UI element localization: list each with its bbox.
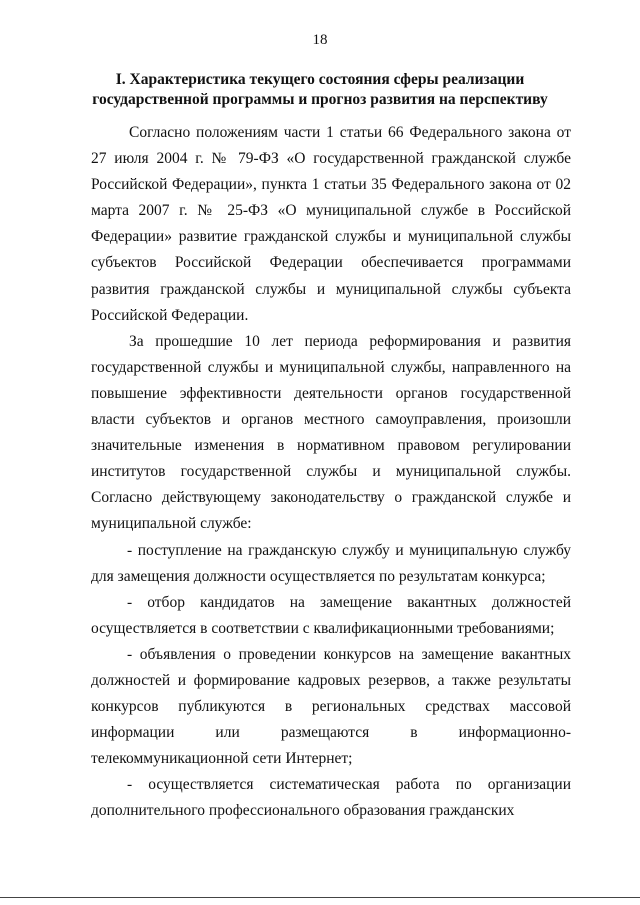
section-heading <box>85 70 555 110</box>
bullet-item-4: - осуществляется систематическая работа по организации дополнительного профессионального образования гражданских <box>91 776 571 820</box>
bullet-item-2: - отбор кандидатов на замещение вакантных должностей осуществляется в соответствии с квалификационными требованиями; <box>91 593 571 637</box>
section-heading-line-2: государственной программы и прогноз развития на перспективу <box>92 91 548 108</box>
bullet-item-1: - поступление на гражданскую службу и муниципальную службу для замещения должности осуществляется по результатам конкурса; <box>91 541 571 585</box>
bullet-item-3: - объявления о проведении конкурсов на замещение вакантных должностей и формирование кадровых резервов, а также результаты конкурсов публикуются в региональных средствах массовой информации или размещаются в информационно-телекоммуникационной сети Интернет; <box>91 645 571 768</box>
page-number: 18 <box>312 32 328 48</box>
bottom-divider <box>0 897 640 898</box>
paragraph-1: Согласно положениям части 1 статьи 66 Федерального закона от 27 июля 2004 г. № 79-ФЗ «О государственной гражданской службе Российской Федерации», пункта 1 статьи 35 Федерального закона от 02 марта 2007 г. № 25-ФЗ «О муниципальной службе в Российской Федерации» развитие гражданской службы и муниципальной службы субъектов Российской Федерации обеспечивается программами развития гражданской службы и муниципальной службы субъекта Российской Федерации. <box>91 124 571 324</box>
section-heading-line-1: I. Характеристика текущего состояния сферы реализации <box>115 71 525 88</box>
body-text <box>91 120 571 825</box>
paragraph-2: За прошедшие 10 лет периода реформирования и развития государственной службы и муниципальной службы, направленного на повышение эффективности деятельности органов государственной власти субъектов и органов местного самоуправления, произошли значительные изменения в нормативном правовом регулировании институтов государственной службы и муниципальной службы. Согласно действующему законодательству о гражданской службе и муниципальной службе: <box>91 332 571 533</box>
